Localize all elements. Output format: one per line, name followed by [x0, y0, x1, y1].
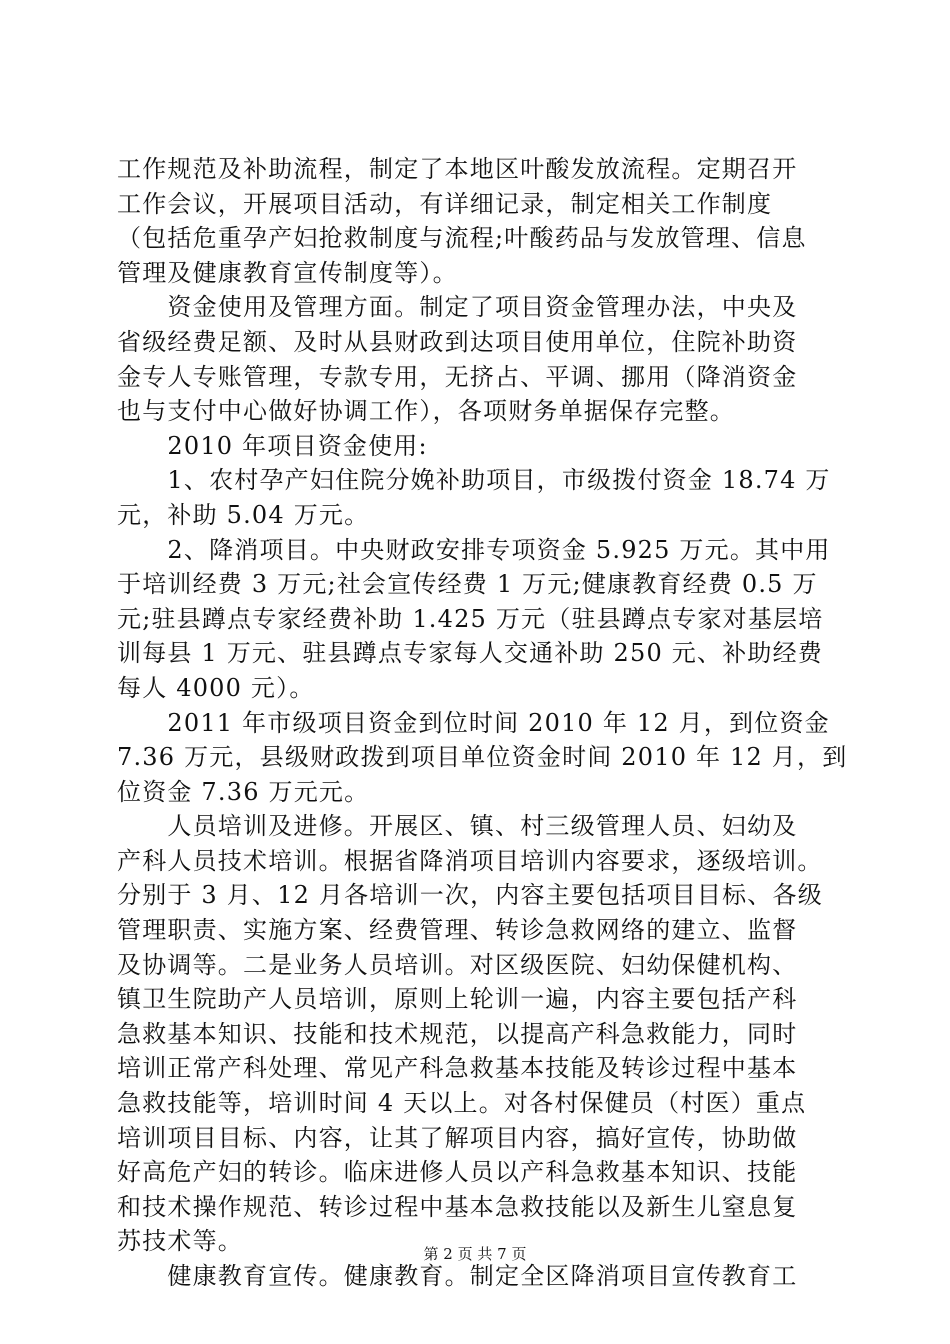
text-line: 人员培训及进修。开展区、镇、村三级管理人员、妇幼及 [117, 812, 798, 841]
page-indicator: 第 2 页 共 7 页 [423, 1245, 527, 1263]
text-line: 培训正常产科处理、常见产科急救基本技能及转诊过程中基本 [117, 1054, 798, 1083]
text-line: 急救基本知识、技能和技术规范，以提高产科急救能力，同时 [117, 1019, 798, 1048]
text-line: 培训项目目标、内容，让其了解项目内容，搞好宣传，协助做 [117, 1123, 798, 1152]
text-line: 于培训经费 3 万元;社会宣传经费 1 万元;健康教育经费 0.5 万 [117, 570, 818, 599]
text-line: 急救技能等，培训时间 4 天以上。对各村保健员（村医）重点 [117, 1089, 807, 1118]
text-line: 产科人员技术培训。根据省降消项目培训内容要求，逐级培训。 [117, 846, 823, 875]
text-line: 2010 年项目资金使用: [117, 431, 428, 460]
text-line: 元，补助 5.04 万元。 [117, 500, 370, 529]
text-line: 金专人专账管理，专款专用，无挤占、平调、挪用（降消资金 [117, 362, 798, 391]
text-line: 2、降消项目。中央财政安排专项资金 5.925 万元。其中用 [117, 535, 831, 564]
text-line: 健康教育宣传。健康教育。制定全区降消项目宣传教育工 [117, 1262, 798, 1290]
text-line: 管理及健康教育宣传制度等）。 [117, 258, 458, 287]
text-line: 训每县 1 万元、驻县蹲点专家每人交通补助 250 元、补助经费 [117, 639, 823, 668]
page-footer [0, 1244, 950, 1264]
text-line: 也与支付中心做好协调工作），各项财务单据保存完整。 [117, 397, 735, 426]
text-line: 位资金 7.36 万元元。 [117, 777, 370, 806]
text-line: 省级经费足额、及时从县财政到达项目使用单位，住院补助资 [117, 327, 798, 356]
text-line: 工作会议，开展项目活动，有详细记录，制定相关工作制度 [117, 189, 773, 218]
text-line: 管理职责、实施方案、经费管理、转诊急救网络的建立、监督 [117, 916, 798, 945]
text-line: 元;驻县蹲点专家经费补助 1.425 万元（驻县蹲点专家对基层培 [117, 604, 824, 633]
text-line: 每人 4000 元）。 [117, 673, 315, 702]
text-line: （包括危重孕产妇抢救制度与流程;叶酸药品与发放管理、信息 [117, 224, 807, 253]
text-line: 苏技术等。 [117, 1227, 243, 1256]
text-line: 和技术操作规范、转诊过程中基本急救技能以及新生儿窒息复 [117, 1192, 798, 1221]
text-line: 分别于 3 月、12 月各培训一次，内容主要包括项目目标、各级 [117, 881, 823, 910]
text-line: 2011 年市级项目资金到位时间 2010 年 12 月，到位资金 [117, 708, 830, 737]
text-line: 好高危产妇的转诊。临床进修人员以产科急救基本知识、技能 [117, 1158, 798, 1187]
text-line: 工作规范及补助流程，制定了本地区叶酸发放流程。定期召开 [117, 155, 798, 183]
text-line: 1、农村孕产妇住院分娩补助项目，市级拨付资金 18.74 万 [117, 466, 831, 495]
text-line: 镇卫生院助产人员培训，原则上轮训一遍，内容主要包括产科 [117, 985, 798, 1014]
document-body [117, 152, 848, 1294]
text-line: 7.36 万元，县级财政拨到项目单位资金时间 2010 年 12 月，到 [117, 743, 848, 772]
text-line: 资金使用及管理方面。制定了项目资金管理办法，中央及 [117, 293, 798, 322]
text-line: 及协调等。二是业务人员培训。对区级医院、妇幼保健机构、 [117, 950, 798, 979]
